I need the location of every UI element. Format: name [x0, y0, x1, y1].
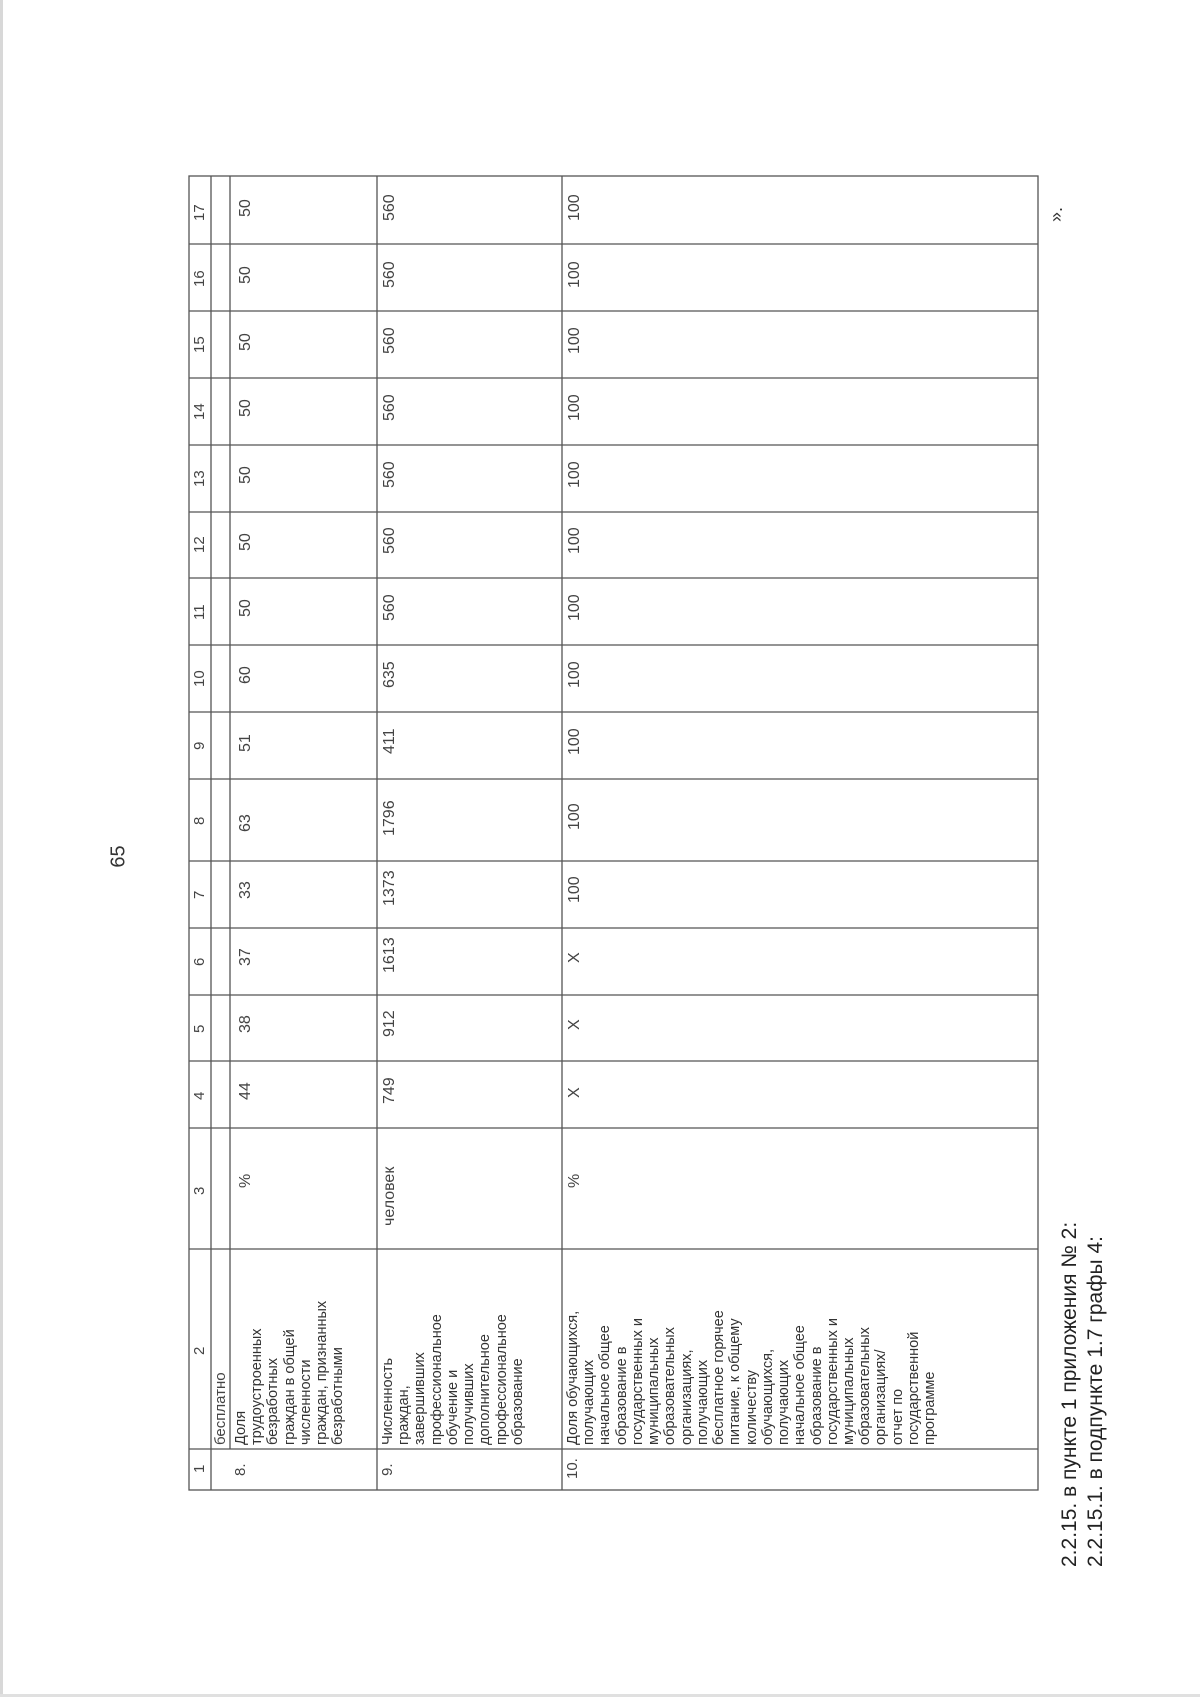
row-8-value: 63 — [237, 814, 254, 832]
row-9-value: 560 — [381, 461, 398, 488]
row-10-value: 100 — [566, 327, 583, 354]
row-8-value: 50 — [237, 199, 254, 217]
continuation-text: бесплатно — [212, 1372, 229, 1445]
paragraph-2-2-15: 2.2.15. в пункте 1 приложения № 2: — [1058, 1221, 1081, 1567]
row-8-value: 60 — [237, 666, 254, 684]
header-col-17: 17 — [191, 204, 208, 221]
row-8-value: 38 — [237, 1015, 254, 1033]
row-10-value: 100 — [566, 728, 583, 755]
row-10-value: 100 — [566, 194, 583, 221]
row-8-value: 50 — [237, 466, 254, 484]
row-10-value: 100 — [566, 876, 583, 903]
row-8-value: 37 — [237, 948, 254, 966]
row-9-value: 560 — [381, 394, 398, 421]
row-8-value: 51 — [237, 734, 254, 752]
row-10-value: 100 — [566, 803, 583, 830]
row-10-value: 100 — [566, 661, 583, 688]
row-9-value: 749 — [381, 1077, 398, 1104]
header-col-16: 16 — [191, 270, 208, 287]
page-number: 65 — [107, 845, 130, 868]
row-10-value: X — [566, 952, 583, 963]
row-9-value: 560 — [381, 261, 398, 288]
header-col-7: 7 — [191, 890, 208, 899]
row-10-value: 100 — [566, 594, 583, 621]
row-8-name: Доля трудоустроенных безработных граждан в общей численности граждан, признанных безработными — [233, 1300, 347, 1445]
row-9-value: 560 — [381, 594, 398, 621]
row-8-value: 50 — [237, 399, 254, 417]
row-8-value: 50 — [237, 333, 254, 351]
row-10-value: X — [566, 1087, 583, 1098]
header-col-11: 11 — [191, 604, 208, 620]
row-10-number: 10. — [564, 1458, 581, 1479]
row-9-value: 1796 — [381, 800, 398, 836]
row-10-value: 100 — [566, 461, 583, 488]
header-col-3: 3 — [191, 1186, 208, 1195]
header-col-8: 8 — [191, 816, 208, 825]
row-10-unit: % — [566, 1173, 583, 1188]
row-10-value: 100 — [566, 527, 583, 554]
row-8-unit: % — [237, 1173, 254, 1188]
row-8-value: 50 — [237, 266, 254, 284]
row-9-value: 560 — [381, 327, 398, 354]
row-10-name: Доля обучающихся, получающих начальное общее образование в государственных и муниципальных образовательных организациях, получающих бесплатное горячее питание, к общему количеству обучающихся, получающих начальное общее образование в государственных и муниципальных образовательных организациях/ отчет по государственной программе — [565, 1310, 939, 1445]
row-8-number: 8. — [232, 1463, 249, 1476]
row-8-value: 50 — [237, 533, 254, 551]
row-9-unit: человек — [381, 1166, 398, 1226]
row-9-value: 1373 — [381, 870, 398, 906]
header-col-9: 9 — [191, 741, 208, 750]
header-col-5: 5 — [191, 1024, 208, 1033]
closing-mark: ». — [1046, 206, 1066, 222]
row-10-value: 100 — [566, 394, 583, 421]
row-9-name: Численность граждан, завершивших профессиональное обучение и получивших дополнительное профессиональное образование — [380, 1314, 526, 1445]
row-9-number: 9. — [379, 1463, 396, 1476]
row-10-value: X — [566, 1019, 583, 1030]
row-9-value: 1613 — [381, 937, 398, 973]
header-col-6: 6 — [191, 957, 208, 966]
row-8-value: 50 — [237, 599, 254, 617]
header-col-15: 15 — [191, 336, 208, 353]
row-9-value: 560 — [381, 527, 398, 554]
row-9-value: 411 — [381, 728, 398, 754]
header-col-13: 13 — [191, 470, 208, 487]
row-9-value: 560 — [381, 194, 398, 221]
row-10-value: 100 — [566, 261, 583, 288]
header-col-1: 1 — [191, 1464, 208, 1473]
row-9-value: 635 — [381, 661, 398, 688]
header-col-4: 4 — [191, 1091, 208, 1100]
row-9-value: 912 — [381, 1010, 398, 1037]
header-col-14: 14 — [191, 403, 208, 420]
row-8-value: 33 — [237, 881, 254, 899]
header-col-12: 12 — [191, 536, 208, 553]
paragraph-2-2-15-1: 2.2.15.1. в подпункте 1.7 графы 4: — [1084, 1236, 1107, 1567]
header-col-2: 2 — [191, 1346, 208, 1355]
row-8-value: 44 — [237, 1082, 254, 1100]
header-col-10: 10 — [191, 670, 208, 687]
